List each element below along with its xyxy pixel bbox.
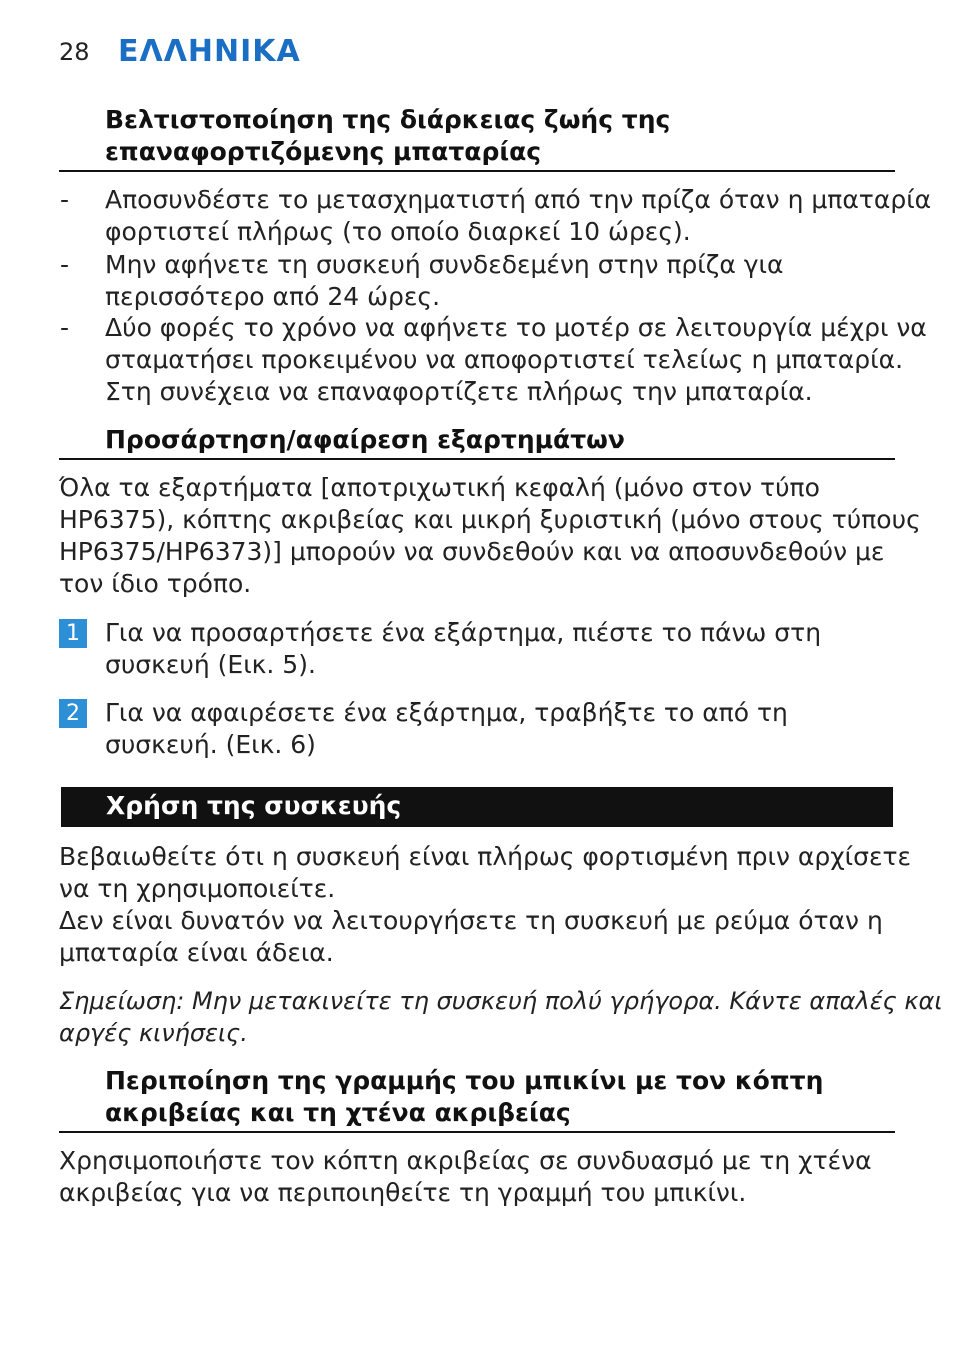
paragraph-line: Δεν είναι δυνατόν να λειτουργήσετε τη συσκευή με ρεύμα όταν η	[59, 906, 883, 935]
list-item-line: Δύο φορές το χρόνο να αφήνετε το μοτέρ σε λειτουργία μέχρι να	[105, 313, 927, 342]
list-item-line: σταματήσει προκειμένου να αποφορτιστεί τελείως η μπαταρία.	[105, 345, 904, 374]
paragraph-line: μπαταρία είναι άδεια.	[59, 938, 334, 967]
paragraph-line: HP6375/HP6373)] μπορούν να συνδεθούν και να αποσυνδεθούν με	[59, 537, 885, 566]
language-heading: ΕΛΛΗΝΙΚΑ	[118, 34, 301, 69]
step-text-line: συσκευή (Εικ. 5).	[105, 650, 316, 679]
list-item	[105, 184, 931, 248]
note-line: αργές κινήσεις.	[59, 1019, 248, 1047]
section-title-line: ακριβείας και τη χτένα ακριβείας	[105, 1098, 571, 1127]
paragraph-line: ακριβείας για να περιποιηθείτε τη γραμμή του μπικίνι.	[59, 1178, 747, 1207]
paragraph	[59, 472, 921, 600]
paragraph	[59, 1145, 872, 1209]
paragraph-line: Βεβαιωθείτε ότι η συσκευή είναι πλήρως φορτισμένη πριν αρχίσετε	[59, 842, 912, 871]
bullet-dash: -	[60, 313, 70, 342]
section-divider	[59, 170, 895, 172]
step-number-badge: 2	[59, 699, 87, 728]
bullet-dash: -	[60, 185, 70, 214]
paragraph-line: τον ίδιο τρόπο.	[59, 569, 252, 598]
section-title-line: Βελτιστοποίηση της διάρκειας ζωής της	[105, 105, 671, 134]
paragraph-line: Όλα τα εξαρτήματα [αποτριχωτική κεφαλή (μόνο στον τύπο	[59, 473, 820, 502]
section-title-line: Περιποίηση της γραμμής του μπικίνι με τον κόπτη	[105, 1066, 824, 1095]
section-title-attachments: Προσάρτηση/αφαίρεση εξαρτημάτων	[105, 425, 625, 454]
section-title-line: επαναφορτιζόμενης μπαταρίας	[105, 137, 542, 166]
section-divider	[59, 1131, 895, 1133]
section-title-battery	[105, 104, 670, 168]
list-item	[105, 312, 927, 408]
paragraph-line: Χρησιμοποιήστε τον κόπτη ακριβείας σε συνδυασμό με τη χτένα	[59, 1146, 872, 1175]
list-item-line: Μην αφήνετε τη συσκευή συνδεδεμένη στην πρίζα για	[105, 250, 784, 279]
section-band	[61, 787, 893, 827]
paragraph	[59, 841, 911, 969]
step-text	[105, 617, 821, 681]
step-text-line: συσκευή. (Εικ. 6)	[105, 730, 316, 759]
paragraph-line: να τη χρησιμοποιείτε.	[59, 874, 336, 903]
list-item-line: Στη συνέχεια να επαναφορτίζετε πλήρως την μπαταρία.	[105, 377, 813, 406]
section-title-use: Χρήση της συσκευής	[106, 791, 402, 820]
bullet-dash: -	[60, 250, 70, 279]
paragraph-line: HP6375), κόπτης ακριβείας και μικρή ξυριστική (μόνο στους τύπους	[59, 505, 921, 534]
step-text	[105, 697, 788, 761]
step-text-line: Για να προσαρτήσετε ένα εξάρτημα, πιέστε το πάνω στη	[105, 618, 822, 647]
page-number: 28	[59, 38, 90, 66]
step-text-line: Για να αφαιρέσετε ένα εξάρτημα, τραβήξτε το από τη	[105, 698, 788, 727]
list-item-line: Αποσυνδέστε το μετασχηματιστή από την πρίζα όταν η μπαταρία	[105, 185, 932, 214]
note-line: Σημείωση: Μην μετακινείτε τη συσκευή πολύ γρήγορα. Κάντε απαλές και	[59, 987, 943, 1015]
step-number-badge: 1	[59, 619, 87, 648]
section-title-bikini	[105, 1065, 823, 1129]
list-item-line: φορτιστεί πλήρως (το οποίο διαρκεί 10 ώρες).	[105, 217, 691, 246]
list-item	[105, 249, 784, 313]
section-divider	[59, 458, 895, 460]
note	[59, 985, 942, 1049]
list-item-line: περισσότερο από 24 ώρες.	[105, 282, 441, 311]
